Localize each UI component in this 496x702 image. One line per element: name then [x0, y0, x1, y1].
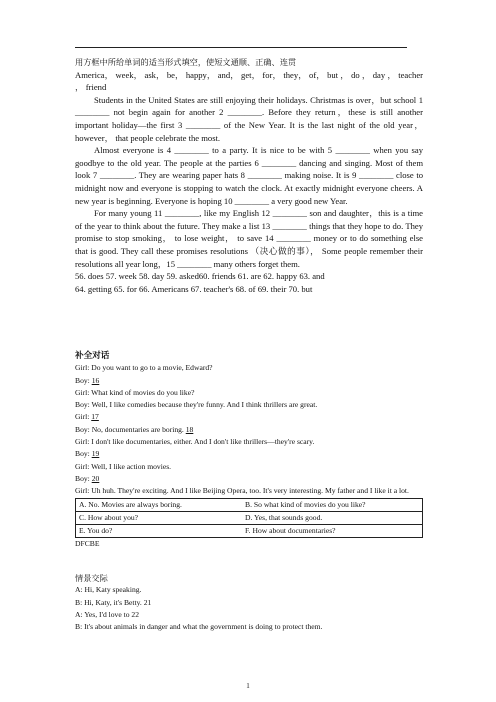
speaker: Girl: — [75, 363, 90, 373]
section-word-fill — [75, 56, 423, 295]
situational-line-4: B: It's about animals in danger and what the government is doing to protect them. — [75, 622, 323, 632]
line-text: I don't like documentaries, either. And I don't like thrillers—they're scary. — [91, 437, 315, 447]
speaker: Girl: — [75, 437, 90, 447]
option-cell: B. So what kind of movies do you like? — [242, 498, 422, 511]
answers-line-2: 64. getting 65. for 66. Americans 67. teacher's 68. of 69. their 70. but — [75, 283, 313, 294]
situational-heading: 情景交际 — [75, 573, 108, 583]
line-text: Well, I like action movies. — [91, 461, 172, 471]
answers-line-1: 56. does 57. week 58. day 59. asked60. friends 61. are 62. happy 63. and — [75, 271, 325, 282]
options-row — [76, 498, 423, 511]
dialogue-line — [75, 411, 423, 423]
section-dialogue — [75, 350, 423, 550]
dialogue-line — [75, 399, 423, 411]
word-box: America， week， ask， be， happy， and， get， for， they， of， but ， do ， day ， teacher ， friend — [75, 69, 423, 93]
line-text: Well, I like comedies because they're funny. And I think thrillers are great. — [91, 400, 318, 410]
dialogue-line — [75, 448, 423, 460]
speaker: Boy: — [75, 400, 90, 410]
line-text: Uh huh. They're exciting. And I like Beijing Opera, too. It's very interesting. My father and I like it a lot. — [91, 486, 409, 496]
line-text: Do you want to go to a movie, Edward? — [91, 363, 213, 373]
option-cell: A. No. Movies are always boring. — [76, 498, 243, 511]
option-cell: D. Yes, that sounds good. — [242, 511, 422, 524]
dialogue-heading: 补全对话 — [75, 351, 110, 361]
answer-blank: 19 — [91, 449, 100, 459]
paragraph-1: Students in the United States are still enjoying their holidays. Christmas is over，but school 1 ________ not begin again for another 2 ________. Before they return，these is still another important holiday—the first 3 ________ of the New Year. It is the last night of the old year， however， that people celebrate the most. — [75, 94, 423, 143]
speaker: Boy: — [75, 473, 90, 483]
answer-blank: 18 — [185, 424, 194, 434]
situational-line-1: A: Hi, Katy speaking. — [75, 585, 142, 595]
dialogue-line — [75, 473, 423, 485]
speaker: Girl: — [75, 387, 90, 397]
answer-blank: 16 — [91, 375, 100, 385]
dialogue-line — [75, 362, 423, 374]
options-table — [75, 498, 423, 538]
page-number: 1 — [246, 682, 250, 690]
line-text: What kind of movies do you like? — [91, 387, 195, 397]
speaker: Girl: — [75, 412, 90, 422]
speaker: Girl: — [75, 461, 90, 471]
section-situational — [75, 572, 423, 633]
option-cell: E. You do? — [76, 524, 243, 537]
options-row — [76, 511, 423, 524]
line-text: No, documentaries are boring. — [91, 424, 186, 434]
speaker: Boy: — [75, 424, 90, 434]
paragraph-3: For many young 11 ________, like my English 12 ________ son and daughter，this is a time of the year to think about the future. They make a list 13 ________ things that they hope to do. They promise to stop smoking， to lose weight， to save 14 ________ money or to do something else that is good. They call these promises resolutions （决心做的事）， Some people remember their resolutions all year long，15 ________ many others forget them. — [75, 208, 423, 269]
answer-blank: 20 — [91, 473, 100, 483]
answer-blank: 17 — [91, 412, 99, 422]
dialogue-answer: DFCBE — [75, 538, 100, 548]
option-cell: C. How about you? — [76, 511, 243, 524]
situational-line-2: B: Hi, Katy, it's Betty. 21 — [75, 597, 152, 607]
dialogue-line — [75, 461, 423, 473]
instruction: 用方框中所给单词的适当形式填空，使短文通顺、正确、连贯 — [75, 57, 297, 67]
options-row — [76, 524, 423, 537]
dialogue-line — [75, 387, 423, 399]
option-cell: F. How about documentaries? — [242, 524, 422, 537]
dialogue-line — [75, 436, 423, 448]
dialogue-lines — [75, 362, 423, 497]
paragraph-2: Almost everyone is 4 ________ to a party. It is nice to be with 5 ________ when you say goodbye to the old year. The people at the parties 6 ________ dancing and singing. Most of them look 7 ________. They are wearing paper hats 8 ________ making noise. It is 9 ________ close to midnight now and everyone is stopping to watch the clock. At exactly midnight everyone cheers. A new year is beginning. Everyone is hoping 10 ________ a very good new Year. — [75, 145, 423, 206]
dialogue-line — [75, 485, 423, 497]
situational-line-3: A: Yes, I'd love to 22 — [75, 609, 140, 619]
dialogue-line — [75, 375, 423, 387]
dialogue-line — [75, 424, 423, 436]
speaker: Girl: — [75, 486, 90, 496]
speaker: Boy: — [75, 375, 90, 385]
header-rule — [75, 47, 407, 48]
speaker: Boy: — [75, 449, 90, 459]
